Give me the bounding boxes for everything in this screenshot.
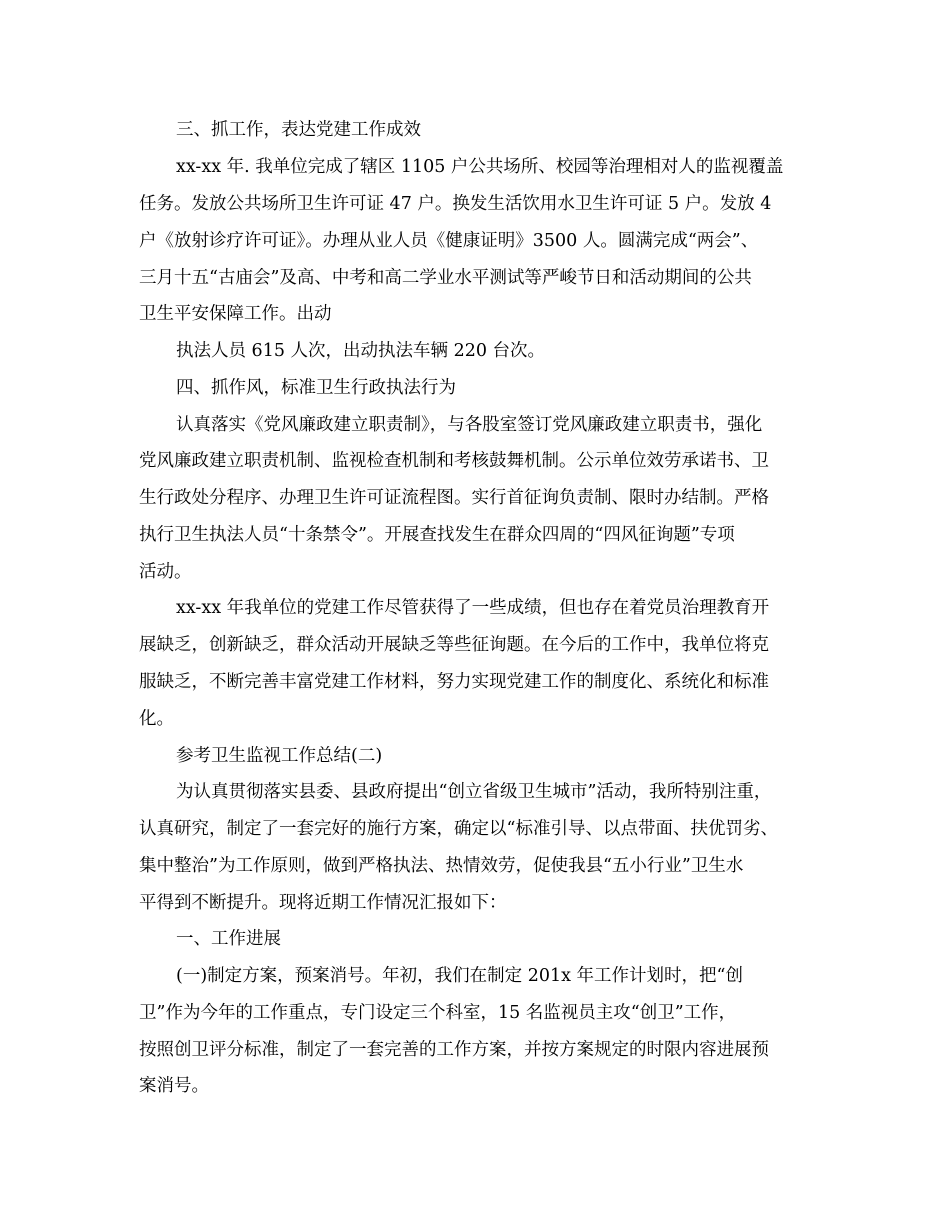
paragraph-line: 卫生平安保障工作。出动 — [139, 304, 332, 324]
paragraph-line: 卫”作为今年的工作重点，专门设定三个科室，15 名监视员主攻“创卫”工作， — [139, 1003, 737, 1023]
paragraph-line: 平得到不断提升。现将近期工作情况汇报如下： — [139, 893, 507, 913]
paragraph-line: 三月十五“古庙会”及高、中考和高二学业水平测试等严峻节日和活动期间的公共 — [139, 268, 752, 288]
paragraph-line: 案消号。 — [139, 1076, 209, 1096]
paragraph-line: 按照创卫评分标准，制定了一套完善的工作方案，并按方案规定的时限内容进展预 — [139, 1040, 769, 1060]
paragraph-line: xx-xx 年. 我单位完成了辖区 1105 户公共场所、校园等治理相对人的监视覆盖 — [176, 157, 784, 177]
paragraph-line: 党风廉政建立职责机制、监视检查机制和考核鼓舞机制。公示单位效劳承诺书、卫 — [139, 451, 769, 471]
paragraph-line: 执行卫生执法人员“十条禁令”。开展查找发生在群众四周的“四风征询题”专项 — [139, 525, 735, 545]
paragraph-line: (一)制定方案，预案消号。年初，我们在制定 201x 年工作计划时，把“创 — [176, 966, 743, 986]
section-heading: 参考卫生监视工作总结(二) — [176, 746, 383, 766]
paragraph-line: 展缺乏，创新缺乏，群众活动开展缺乏等些征询题。在今后的工作中，我单位将克 — [139, 635, 769, 655]
paragraph-line: 为认真贯彻落实县委、县政府提出“创立省级卫生城市”活动，我所特别注重， — [176, 782, 772, 802]
paragraph-line: 任务。发放公共场所卫生许可证 47 户。换发生活饮用水卫生许可证 5 户。发放 4 — [139, 194, 772, 214]
section-heading: 三、抓工作，表达党建工作成效 — [176, 120, 421, 140]
paragraph-line: 服缺乏，不断完善丰富党建工作材料，努力实现党建工作的制度化、系统化和标准 — [139, 672, 769, 692]
section-heading: 一、工作进展 — [176, 929, 281, 949]
paragraph-line: 认真研究，制定了一套完好的施行方案，确定以“标准引导、以点带面、扶优罚劣、 — [139, 819, 778, 839]
paragraph-line: 执法人员 615 人次，出动执法车辆 220 台次。 — [176, 341, 546, 361]
paragraph-line: xx-xx 年我单位的党建工作尽管获得了一些成绩，但也存在着党员治理教育开 — [176, 598, 770, 618]
paragraph-line: 活动。 — [139, 562, 192, 582]
section-heading: 四、抓作风，标准卫生行政执法行为 — [176, 378, 456, 398]
paragraph-line: 认真落实《党风廉政建立职责制》，与各股室签订党风廉政建立职责书，强化 — [176, 415, 763, 435]
paragraph-line: 化。 — [139, 709, 174, 729]
paragraph-line: 户《放射诊疗许可证》。办理从业人员《健康证明》3500 人。圆满完成“两会”、 — [139, 231, 759, 251]
paragraph-line: 生行政处分程序、办理卫生许可证流程图。实行首征询负责制、限时办结制。严格 — [139, 488, 769, 508]
paragraph-line: 集中整治”为工作原则，做到严格执法、热情效劳，促使我县“五小行业”卫生水 — [139, 856, 744, 876]
